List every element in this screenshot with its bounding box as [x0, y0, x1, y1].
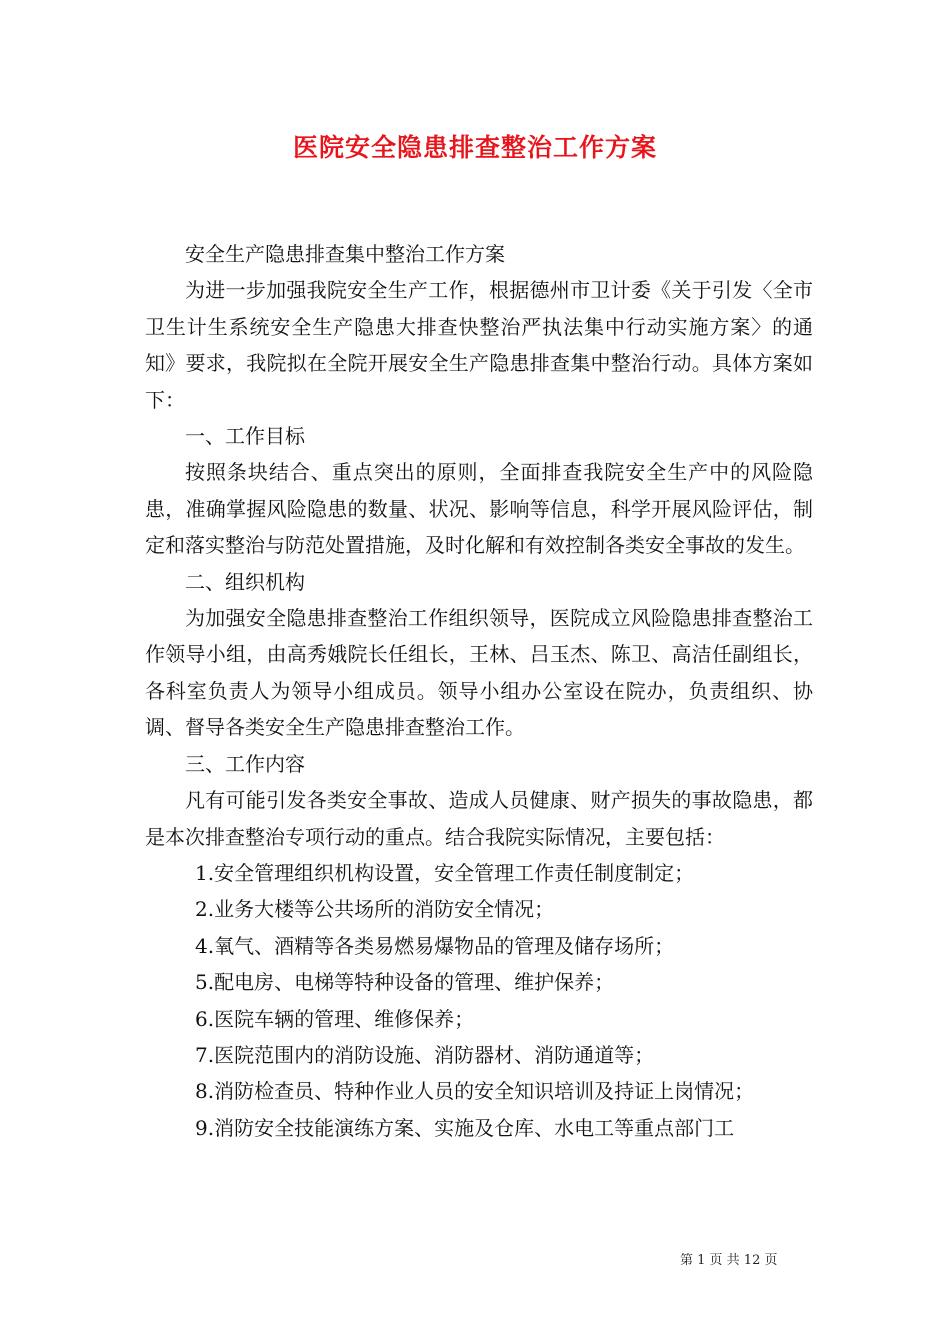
list-item: 6.医院车辆的管理、维修保养；: [195, 1006, 475, 1031]
section-heading: 二、组织机构: [185, 569, 305, 594]
paragraph: 按照条块结合、重点突出的原则，全面排查我院安全生产中的风险隐患，准确掌握风险隐患的数量、状况、影响等信息，科学开展风险评估，制定和落实整治与防范处置措施，及时化解和有效控制各类安全事故的发生。: [145, 460, 813, 558]
list-item: 9.消防安全技能演练方案、实施及仓库、水电工等重点部门工: [195, 1115, 735, 1140]
paragraph: 安全生产隐患排查集中整治工作方案: [185, 242, 505, 266]
list-item: 8.消防检查员、特种作业人员的安全知识培训及持证上岗情况；: [195, 1079, 755, 1104]
document-title: 医院安全隐患排查整治工作方案: [292, 133, 657, 162]
paragraph: 为进一步加强我院安全生产工作，根据德州市卫计委《关于引发〈全市卫生计生系统安全生产隐患大排查快整治严执法集中行动实施方案〉的通知》要求，我院拟在全院开展安全生产隐患排查集中整治行动。具体方案如下：: [145, 278, 813, 412]
section-heading: 三、工作内容: [185, 751, 305, 776]
list-item: 4.氧气、酒精等各类易燃易爆物品的管理及储存场所；: [195, 933, 675, 958]
section-heading: 一、工作目标: [185, 424, 305, 449]
paragraph: 为加强安全隐患排查整治工作组织领导，医院成立风险隐患排查整治工作领导小组，由高秀娥院长任组长，王林、吕玉杰、陈卫、高洁任副组长，各科室负责人为领导小组成员。领导小组办公室设在院办，负责组织、协调、督导各类安全生产隐患排查整治工作。: [145, 606, 813, 740]
list-item: 5.配电房、电梯等特种设备的管理、维护保养；: [195, 970, 615, 995]
page-footer: 第 1 页 共 12 页: [680, 1253, 778, 1268]
list-item: 1.安全管理组织机构设置，安全管理工作责任制度制定；: [195, 860, 695, 885]
list-item: 2.业务大楼等公共场所的消防安全情况；: [195, 897, 555, 922]
paragraph: 凡有可能引发各类安全事故、造成人员健康、财产损失的事故隐患，都是本次排查整治专项行动的重点。结合我院实际情况，主要包括：: [145, 788, 813, 849]
list-item: 7.医院范围内的消防设施、消防器材、消防通道等；: [195, 1042, 655, 1067]
document-body: [145, 236, 813, 1146]
